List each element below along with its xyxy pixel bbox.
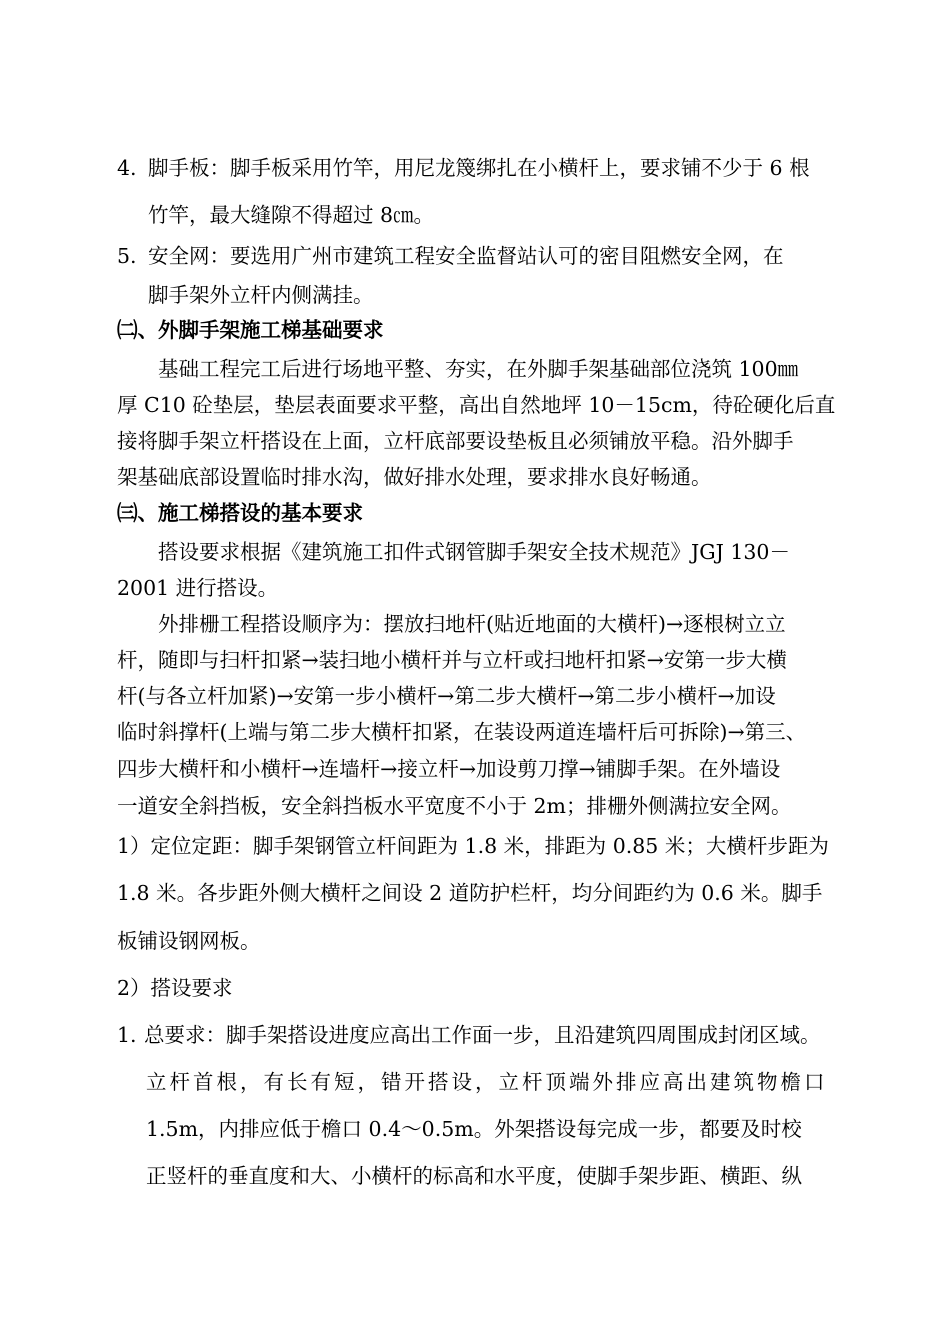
section-2-line-4: 架基础底部设置临时排水沟，做好排水处理，要求排水良好畅通。 (117, 465, 712, 489)
section-3-para-2-line-6: 一道安全斜挡板，安全斜挡板水平宽度不小于 2m；排栅外侧满拉安全网。 (117, 794, 792, 818)
item-4-number: 4. (117, 156, 137, 180)
section-2-line-2: 厚 C10 砼垫层，垫层表面要求平整，高出自然地坪 10－15cm，待砼硬化后直 (117, 393, 836, 417)
item-1-text-1: 总要求：脚手架搭设进度应高出工作面一步，且沿建筑四周围成封闭区域。 (144, 1023, 821, 1047)
section-3-para-2-line-1: 外排栅工程搭设顺序为：摆放扫地杆(贴近地面的大横杆)→逐根树立立 (158, 612, 786, 636)
item-4-line-2: 竹竿，最大缝隙不得超过 8㎝。 (148, 203, 435, 227)
section-2-line-3: 接将脚手架立杆搭设在上面，立杆底部要设垫板且必须铺放平稳。沿外脚手 (117, 429, 794, 453)
item-1-line-3: 1.5m，内排应低于檐口 0.4～0.5m。外架搭设每完成一步，都要及时校 (146, 1117, 802, 1141)
section-3-para-2-line-3: 杆(与各立杆加紧)→安第一步小横杆→第二步大横杆→第二步小横杆→加设 (117, 684, 776, 708)
section-3-para-2-line-5: 四步大横杆和小横杆→连墙杆→接立杆→加设剪刀撑→铺脚手架。在外墙设 (117, 757, 781, 781)
section-3-para-3-line-3: 板铺设钢网板。 (117, 929, 261, 953)
item-5-text-1: 安全网：要选用广州市建筑工程安全监督站认可的密目阻燃安全网，在 (148, 244, 784, 268)
section-3-para-3-line-2: 1.8 米。各步距外侧大横杆之间设 2 道防护栏杆，均分间距约为 0.6 米。脚手 (117, 881, 823, 905)
item-5-line-2: 脚手架外立杆内侧满挂。 (148, 283, 374, 307)
section-3-para-3-line-1: 1）定位定距：脚手架钢管立杆间距为 1.8 米，排距为 0.85 米；大横杆步距为 (117, 834, 829, 858)
item-1-line-2: 立杆首根，有长有短，错开搭设，立杆顶端外排应高出建筑物檐口 (146, 1070, 828, 1094)
section-3-para-2-line-4: 临时斜撑杆(上端与第二步大横杆扣紧，在装设两道连墙杆后可拆除)→第三、 (117, 720, 807, 744)
section-2-heading: ㈡、外脚手架施工梯基础要求 (117, 318, 384, 342)
section-3-heading: ㈢、施工梯搭设的基本要求 (117, 501, 363, 525)
item-5-number: 5. (117, 244, 137, 268)
section-3-para-4: 2）搭设要求 (117, 976, 233, 1000)
item-1-number: 1. (117, 1023, 137, 1047)
section-2-line-1: 基础工程完工后进行场地平整、夯实，在外脚手架基础部位浇筑 100㎜ (158, 357, 799, 381)
item-4-text-1: 脚手板：脚手板采用竹竿，用尼龙篾绑扎在小横杆上，要求铺不少于 6 根 (148, 156, 810, 180)
section-3-para-2-line-2: 杆，随即与扫杆扣紧→装扫地小横杆并与立杆或扫地杆扣紧→安第一步大横 (117, 648, 787, 672)
section-3-para-1-line-2: 2001 进行搭设。 (117, 576, 279, 600)
section-3-para-1-line-1: 搭设要求根据《建筑施工扣件式钢管脚手架安全技术规范》JGJ 130－ (158, 540, 790, 564)
item-1-line-4: 正竖杆的垂直度和大、小横杆的标高和水平度，使脚手架步距、横距、纵 (146, 1164, 802, 1188)
